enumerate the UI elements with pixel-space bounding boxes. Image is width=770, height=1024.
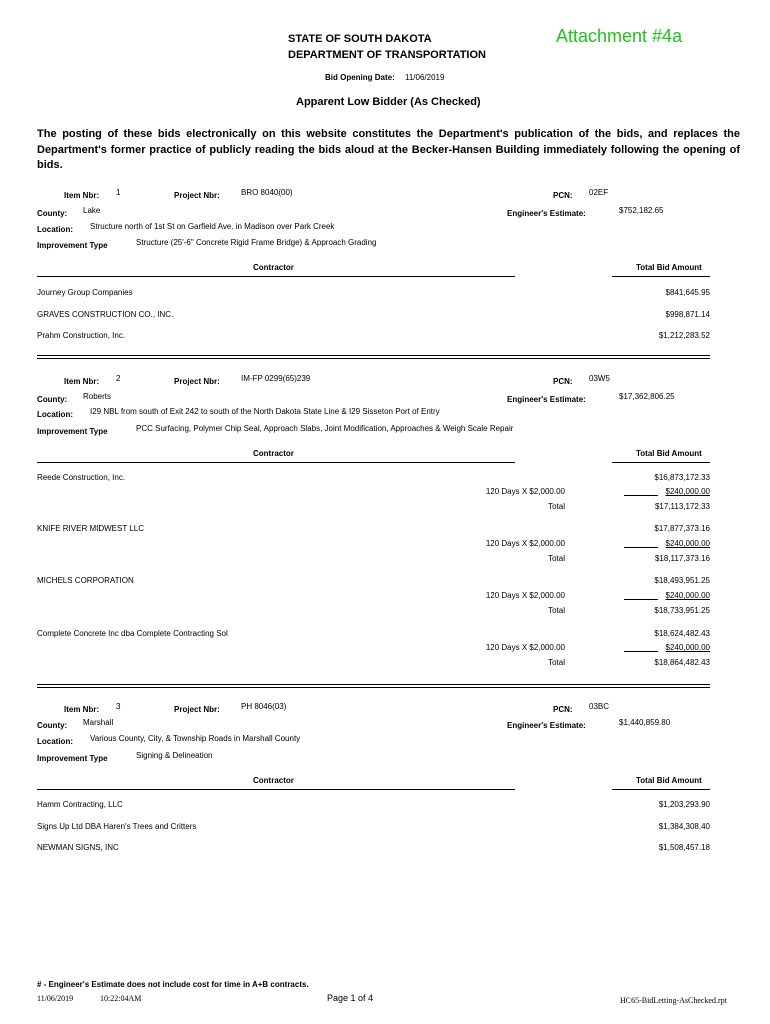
item-nbr-value: 3 [116,702,121,711]
project-nbr-value: IM-FP 0299(65)239 [241,374,311,383]
days-amount-leader [624,651,658,652]
project-nbr-label: Project Nbr: [174,377,220,386]
bidder-name: Hamm Contracting, LLC [37,800,123,809]
engineers-estimate-label: Engineer's Estimate: [507,721,586,730]
bidder-name: Complete Concrete Inc dba Complete Contracting Sol [37,629,228,638]
location-value: I29 NBL from south of Exit 242 to south of the North Dakota State Line & I29 Sisseton Port of Entry [90,407,440,416]
pcn-label: PCN: [553,377,573,386]
days-calc-label: 120 Days X $2,000.00 [485,643,565,652]
improvement-type-value: PCC Surfacing, Polymer Chip Seal, Approach Slabs, Joint Modification, Approaches & Weigh Scale Repair [136,424,514,433]
page-number: Page 1 of 4 [327,993,374,1003]
pcn-label: PCN: [553,705,573,714]
posting-notice: The posting of these bids electronically on this website constitutes the Department's publication of the bids, and replaces the Department's former practice of publicly reading the bids aloud at the Becker-Hansen Building immediately following the opening of bids. [37,128,740,171]
bidder-name: Journey Group Companies [37,288,133,297]
state-title: STATE OF SOUTH DAKOTA [288,33,432,45]
project-nbr-label: Project Nbr: [174,705,220,714]
engineers-estimate-value: $752,182.65 [619,206,664,215]
total-amount: $17,113,172.33 [654,502,710,511]
bid-amount: $1,384,308.40 [658,822,710,831]
bidder-name: Signs Up Ltd DBA Haren's Trees and Critters [37,822,197,831]
total-bid-amount-header: Total Bid Amount [636,449,702,458]
bidder-name: MICHELS CORPORATION [37,576,134,585]
bid-amount: $841,645.95 [665,288,710,297]
days-amount-leader [624,599,658,600]
engineers-estimate-value: $17,362,806.25 [619,392,675,401]
footer-time: 10:22:04AM [100,994,142,1003]
bid-amount: $1,203,293.90 [658,800,710,809]
total-label: Total [548,658,565,667]
bidder-name: KNIFE RIVER MIDWEST LLC [37,524,144,533]
bid-amount: $17,877,373.16 [654,524,710,533]
location-label: Location: [37,410,73,419]
location-value: Various County, City, & Township Roads in Marshall County [90,734,301,743]
improvement-type-value: Structure (25'-6" Concrete Rigid Frame Bridge) & Approach Grading [136,238,377,247]
item-nbr-value: 1 [116,188,121,197]
bidder-name: GRAVES CONSTRUCTION CO., INC. [37,310,174,319]
item-separator [37,684,710,688]
amount-underline [612,276,710,277]
item-separator [37,355,710,359]
report-name: HC65-BidLetting-AsChecked.rpt [620,996,727,1005]
days-amount: $240,000.00 [665,591,710,600]
bid-amount: $18,624,482.43 [654,629,710,638]
project-nbr-label: Project Nbr: [174,191,220,200]
total-bid-amount-header: Total Bid Amount [636,263,702,272]
item-nbr-value: 2 [116,374,121,383]
total-label: Total [548,606,565,615]
bid-amount: $1,508,457.18 [658,843,710,852]
total-label: Total [548,554,565,563]
project-nbr-value: PH 8046(03) [241,702,287,711]
days-calc-label: 120 Days X $2,000.00 [485,539,565,548]
bidder-name: NEWMAN SIGNS, INC [37,843,119,852]
county-value: Marshall [83,718,114,727]
bid-opening-date: 11/06/2019 [405,73,445,82]
improvement-type-label: Improvement Type [37,427,108,436]
pcn-value: 03BC [589,702,610,711]
footer-date: 11/06/2019 [37,994,74,1003]
contractor-underline [37,276,515,277]
pcn-value: 03W5 [589,374,610,383]
days-amount: $240,000.00 [665,539,710,548]
bidder-name: Prahm Construction, Inc. [37,331,126,340]
days-amount-leader [624,547,658,548]
county-value: Lake [83,206,101,215]
county-value: Roberts [83,392,112,401]
amount-underline [612,462,710,463]
engineers-estimate-label: Engineer's Estimate: [507,209,586,218]
total-label: Total [548,502,565,511]
days-amount: $240,000.00 [665,643,710,652]
total-amount: $18,733,951.25 [654,606,710,615]
engineers-estimate-value: $1,440,859.80 [619,718,671,727]
county-label: County: [37,209,68,218]
total-amount: $18,864,482.43 [654,658,710,667]
contractor-underline [37,462,515,463]
days-amount: $240,000.00 [665,487,710,496]
county-label: County: [37,395,68,404]
attachment-label: Attachment #4a [556,26,683,46]
bid-amount: $16,873,172.33 [654,473,710,482]
location-value: Structure north of 1st St on Garfield Ave. in Madison over Park Creek [90,222,335,231]
contractor-underline [37,789,515,790]
project-nbr-value: BRO 8040(00) [241,188,293,197]
days-calc-label: 120 Days X $2,000.00 [485,591,565,600]
contractor-header: Contractor [253,449,294,458]
days-calc-label: 120 Days X $2,000.00 [485,487,565,496]
total-bid-amount-header: Total Bid Amount [636,776,702,785]
total-amount: $18,117,373.16 [654,554,710,563]
item-nbr-label: Item Nbr: [64,377,100,386]
footer-note: # - Engineer's Estimate does not include cost for time in A+B contracts. [37,980,309,989]
engineers-estimate-label: Engineer's Estimate: [507,395,586,404]
page-subtitle: Apparent Low Bidder (As Checked) [296,96,481,108]
contractor-header: Contractor [253,776,294,785]
improvement-type-label: Improvement Type [37,241,108,250]
county-label: County: [37,721,68,730]
improvement-type-value: Signing & Delineation [136,751,213,760]
contractor-header: Contractor [253,263,294,272]
item-nbr-label: Item Nbr: [64,705,100,714]
bid-amount: $18,493,951.25 [654,576,710,585]
days-amount-leader [624,495,658,496]
pcn-label: PCN: [553,191,573,200]
amount-underline [612,789,710,790]
department-title: DEPARTMENT OF TRANSPORTATION [288,49,486,61]
bidder-name: Reede Construction, Inc. [37,473,126,482]
location-label: Location: [37,225,73,234]
pcn-value: 02EF [589,188,609,197]
bid-opening-label: Bid Opening Date: [325,73,395,82]
improvement-type-label: Improvement Type [37,754,108,763]
bid-amount: $1,212,283.52 [658,331,710,340]
bid-amount: $998,871.14 [665,310,710,319]
item-nbr-label: Item Nbr: [64,191,100,200]
location-label: Location: [37,737,73,746]
